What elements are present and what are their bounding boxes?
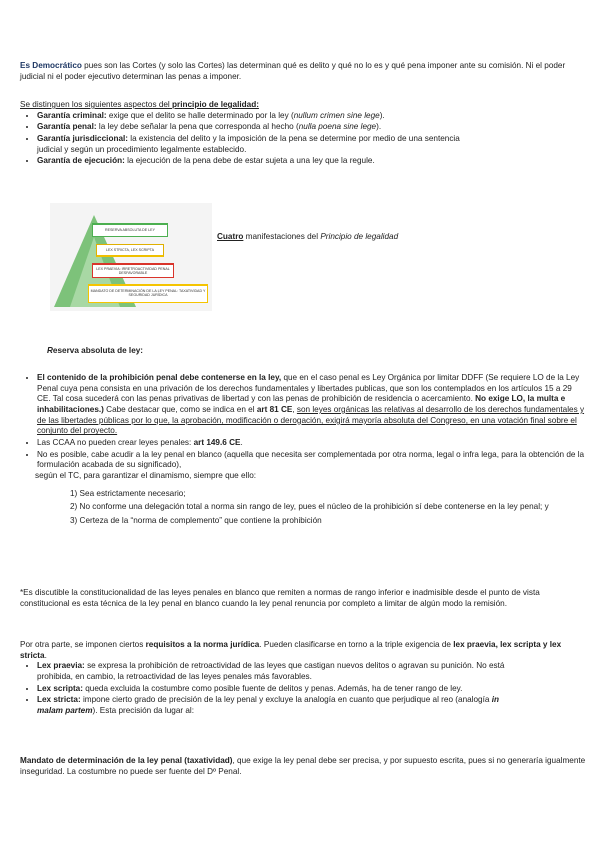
pyramid-level-4: MANDATO DE DETERMINACIÓN DE LA LEY PENAL: TAXATIVIDAD Y SEGURIDAD JURÍDICA (88, 284, 208, 303)
list-item: • Lex scripta: queda excluida la costumbre como posible fuente de delitos y penas. Además, ha de tener rango de ley. (37, 684, 586, 695)
figure-caption: Cuatro manifestaciones del Principio de legalidad (217, 232, 399, 241)
intro-text: pues son las Cortes (y solo las Cortes) las determinan qué es delito y qué no lo es y qué pena imponer ante su comisión. Ni el poder judicial ni el poder ejecutivo determinan las penas a imponer. (20, 61, 566, 81)
pyramid-level-1: RESERVA ABSOLUTA DE LEY (92, 223, 168, 237)
list-item: • Las CCAA no pueden crear leyes penales: art 149.6 CE. (37, 438, 586, 449)
condition-item: 3) Certeza de la “norma de complemento” que contiene la prohibición (70, 515, 322, 525)
requisitos-list (20, 661, 586, 716)
requisitos-section (20, 640, 586, 718)
pyramid-level-3: LEX PRAEVIA: IRRETROACTIVIDAD PENAL DESFAVORABLE (92, 263, 174, 278)
list-item: • Garantía penal: la ley debe señalar la pena que corresponda al hecho (nulla poena sine lege). (37, 122, 586, 133)
list-item: • El contenido de la prohibición penal debe contenerse en la ley, que en el caso penal es Ley Orgánica por limitar DDFF (Se requiere LO de la Ley Penal cuya pena consista en una privación de los derechos fundamentales y libertades publicas, que son los contemplados en los artículos 15 a 29 CE. Tal cosa sucederá con las penas privativas de libertad y con las penas de prohibición de residencia o acercamiento. No exige LO, la multa e inhabilitaciones.) Cabe destacar que, como se indica en el art 81 CE, son leyes orgánicas las relativas al desarrollo de los derechos fundamentales y de las libertades públicas por lo que, la aprobación, modificación o derogación, exigirá mayoría absoluta del Congreso, en una votación final sobre el conjunto del proyecto. (37, 373, 586, 437)
note-paragraph: *Es discutible la constitucionalidad de las leyes penales en blanco que remiten a normas de rango inferior e inadmisible desde el punto de vista constitucional es esta técnica de la ley penal en blanco cuando la ley penal renuncia por completo a limitar de algún modo la remisión. (20, 588, 540, 608)
aspects-section (20, 100, 586, 168)
intro-lead: Es Democrático (20, 61, 82, 70)
requisitos-intro: Por otra parte, se imponen ciertos requisitos a la norma jurídica. Pueden clasificarse en torno a la triple exigencia de lex praevia, lex scripta y lex stricta. (20, 640, 562, 660)
intro-paragraph (20, 61, 586, 82)
condition-item: 2) No conforme una delegación total a norma sin rango de ley, pues el núcleo de la prohibición sí debe contenerse en la ley penal; y (70, 502, 549, 512)
aspects-heading: Se distinguen los siguientes aspectos del principio de legalidad: (20, 100, 259, 109)
legality-pyramid-figure (50, 203, 212, 311)
list-item: • Garantía criminal: exige que el delito se halle determinado por la ley (nullum crimen sine lege). (37, 111, 586, 122)
aspects-list (20, 111, 586, 167)
list-item: • No es posible, cabe acudir a la ley penal en blanco (aquella que necesita ser complementada por otra norma, legal o infra lega, para la obtención de la formulación acabada de su significado), según el TC, para garantizar el dinamismo, siempre que ello: (37, 450, 586, 482)
conditions-list (20, 489, 586, 527)
list-item: • Garantía jurisdiccional: la existencia del delito y la imposición de la pena se determine por medio de una sentencia judicial y según un procedimiento legalmente establecido. (37, 134, 586, 155)
mandato-paragraph: Mandato de determinación de la ley penal (taxatividad), que exige la ley penal debe ser precisa, y por supuesto escrita, pues si no generaría igualmente inseguridad. La costumbre no puede ser fuente del Dº Penal. (20, 756, 586, 776)
list-item: • Lex stricta: impone cierto grado de precisión de la ley penal y excluye la analogía en cuanto que perjudique al reo (analogía in malam partem). Esta precisión da lugar al: (37, 695, 586, 716)
pyramid-level-2: LEX STRICTA, LEX SCRIPTA (96, 244, 164, 257)
reserva-list-wrap (20, 373, 586, 527)
reserva-list (20, 373, 586, 482)
reserva-section (20, 346, 586, 357)
list-item: • Lex praevia: se expresa la prohibición de retroactividad de las leyes que castigan nuevos delitos o agravan su punición. No está prohibida, en cambio, la retroactividad de las leyes penales más favorables. (37, 661, 586, 682)
reserva-heading: Reserva absoluta de ley: (47, 346, 144, 355)
list-item: • Garantía de ejecución: la ejecución de la pena debe de estar sujeta a una ley que la regule. (37, 156, 586, 167)
condition-item: 1) Sea estrictamente necesario; (70, 488, 186, 498)
